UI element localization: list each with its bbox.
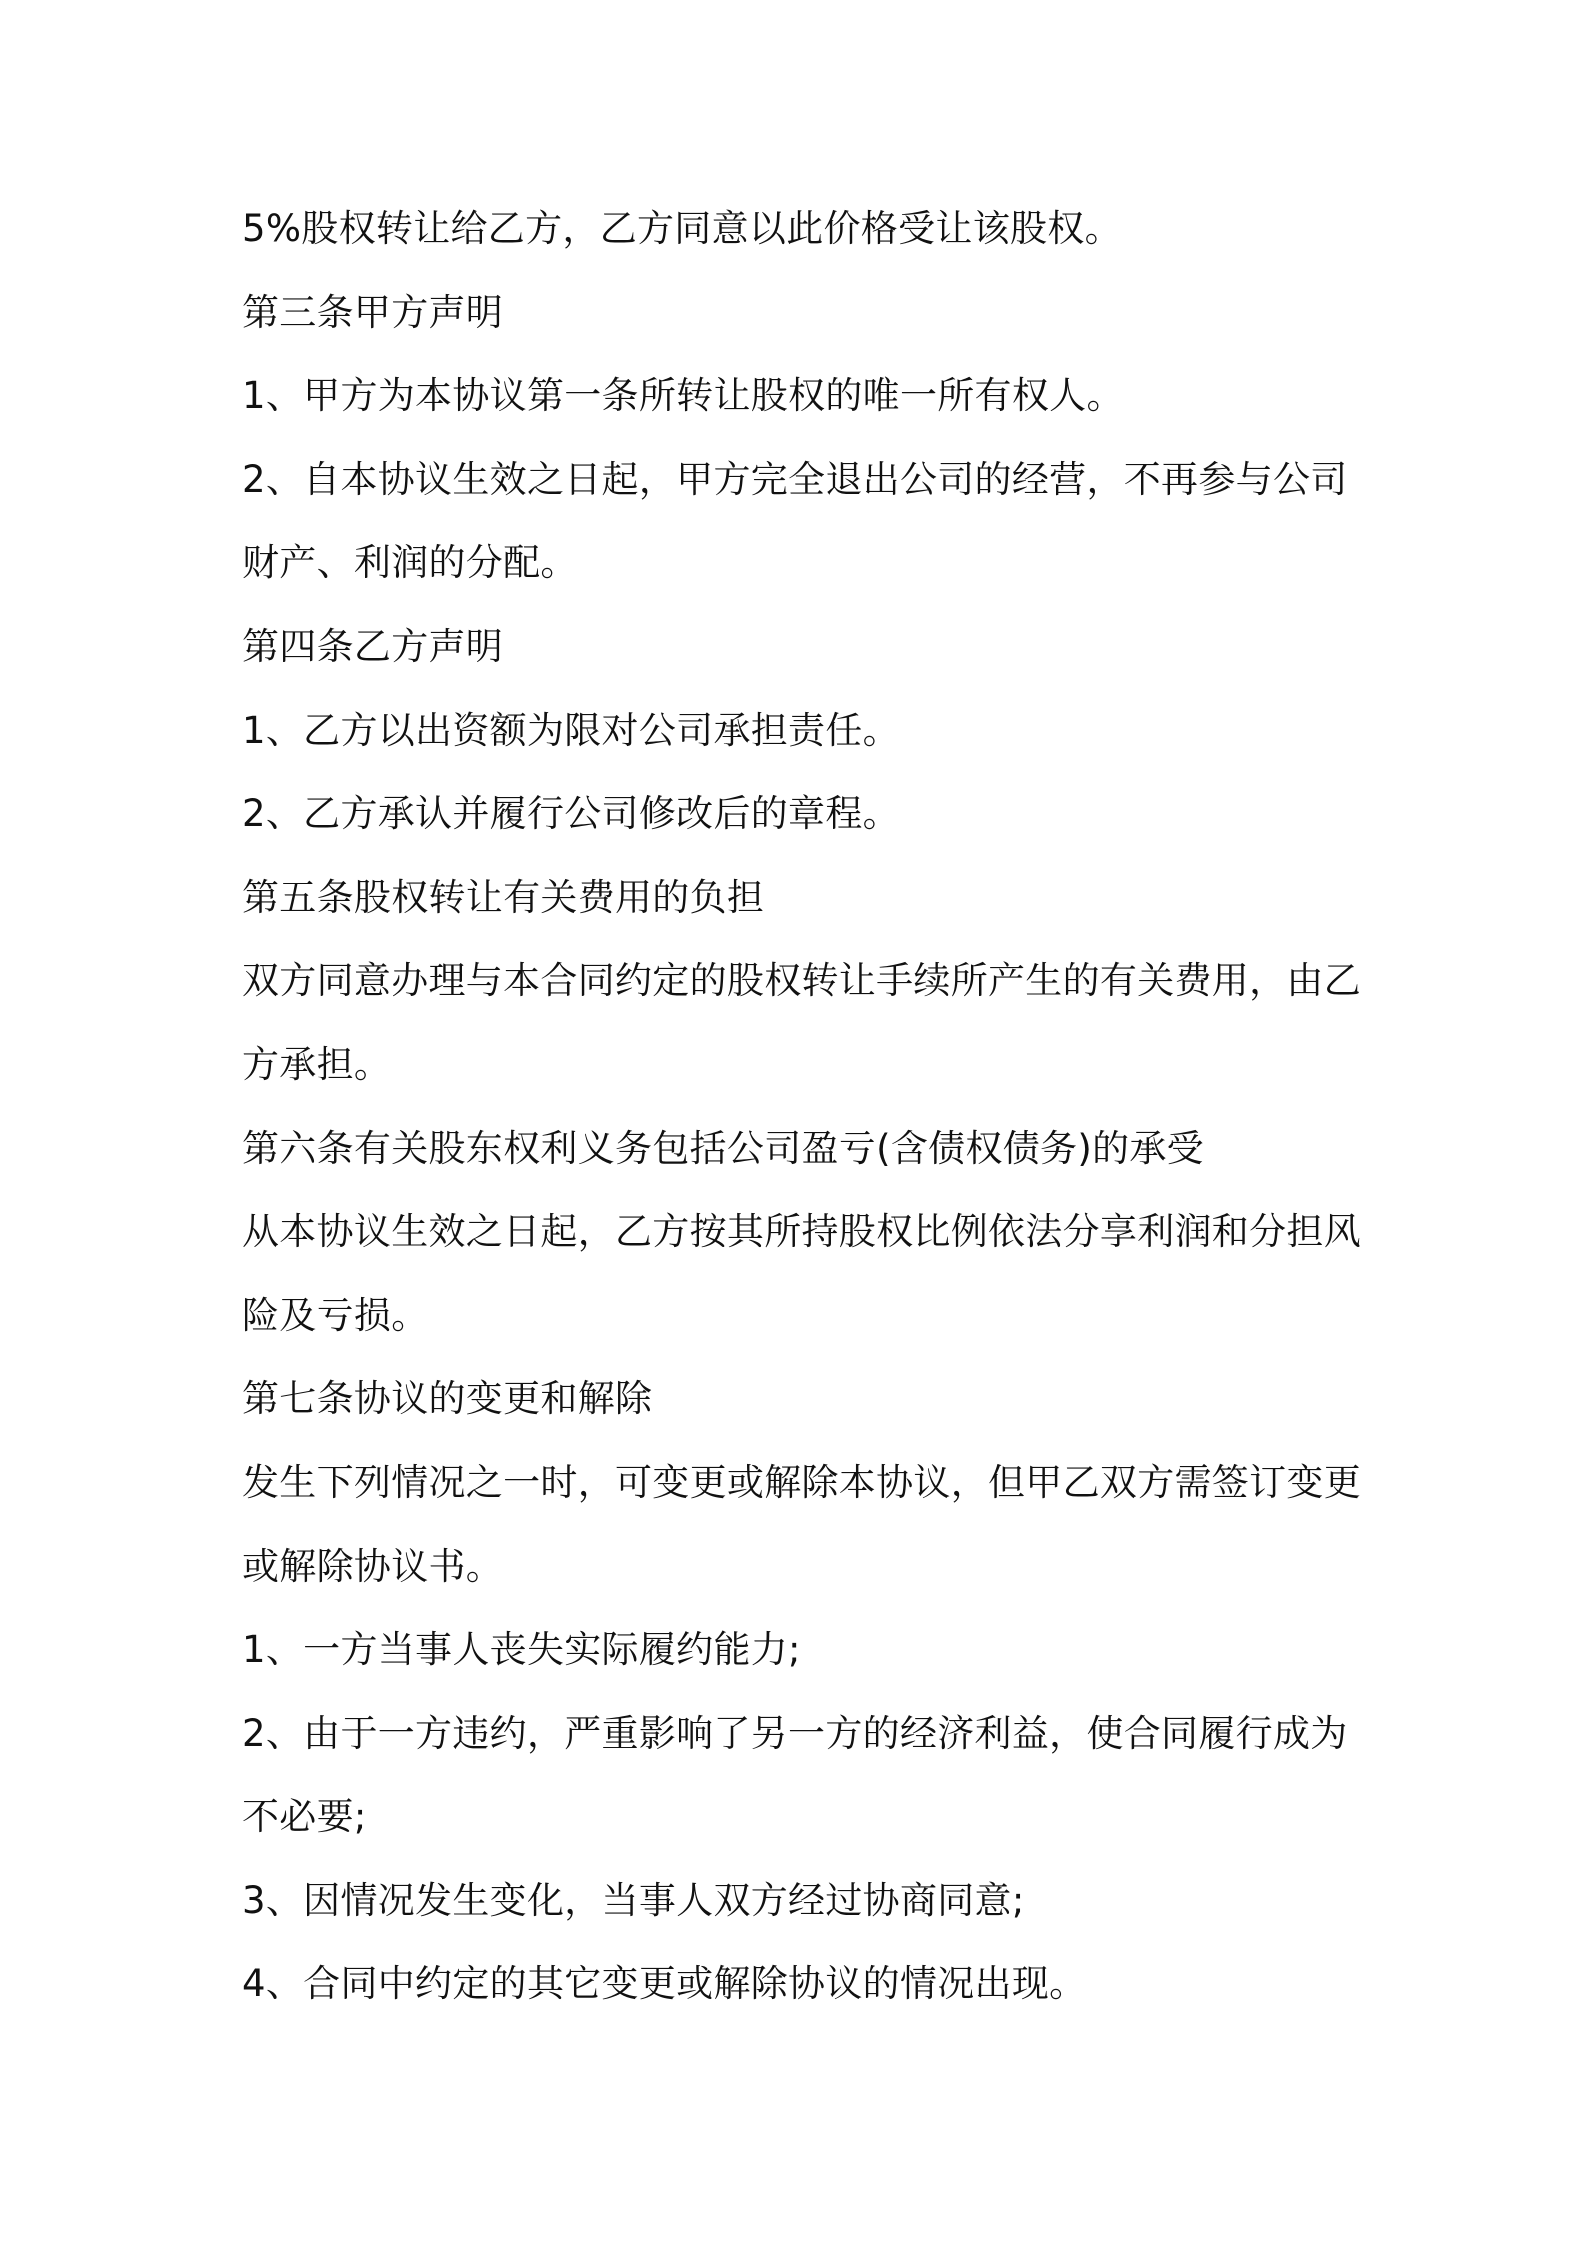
text-line: 财产、利润的分配。	[242, 541, 578, 585]
document-body	[242, 200, 1362, 2039]
text-line: 5%股权转让给乙方，乙方同意以此价格受让该股权。	[242, 207, 1122, 250]
text-line: 2、乙方承认并履行公司修改后的章程。	[242, 792, 900, 836]
list-item: 2、由于一方违约，严重影响了另一方的经济利益，使合同履行成为	[242, 1711, 1348, 1755]
list-item: 4、合同中约定的其它变更或解除协议的情况出现。	[242, 1962, 1087, 2006]
text-line: 方承担。	[242, 1042, 392, 1086]
section-heading: 第六条有关股东权利义务包括公司盈亏(含债权债务)的承受	[242, 1126, 1204, 1170]
section-heading: 第四条乙方声明	[242, 624, 504, 668]
text-line: 发生下列情况之一时，可变更或解除本协议，但甲乙双方需签订变更	[242, 1460, 1361, 1504]
text-line: 1、甲方为本协议第一条所转让股权的唯一所有权人。	[242, 374, 1124, 418]
section-heading: 第五条股权转让有关费用的负担	[242, 875, 765, 919]
text-line: 双方同意办理与本合同约定的股权转让手续所产生的有关费用，由乙	[242, 959, 1361, 1003]
list-item: 1、一方当事人丧失实际履约能力;	[242, 1628, 801, 1672]
section-heading: 第七条协议的变更和解除	[242, 1377, 653, 1421]
list-item: 3、因情况发生变化，当事人双方经过协商同意;	[242, 1878, 1025, 1922]
text-line: 或解除协议书。	[242, 1544, 504, 1588]
text-line: 不必要;	[242, 1795, 367, 1839]
text-line: 2、自本协议生效之日起，甲方完全退出公司的经营，不再参与公司	[242, 457, 1348, 501]
section-heading: 第三条甲方声明	[242, 290, 504, 334]
text-line: 险及亏损。	[242, 1293, 429, 1337]
text-line: 从本协议生效之日起，乙方按其所持股权比例依法分享利润和分担风	[242, 1210, 1361, 1254]
text-line: 1、乙方以出资额为限对公司承担责任。	[242, 708, 900, 752]
